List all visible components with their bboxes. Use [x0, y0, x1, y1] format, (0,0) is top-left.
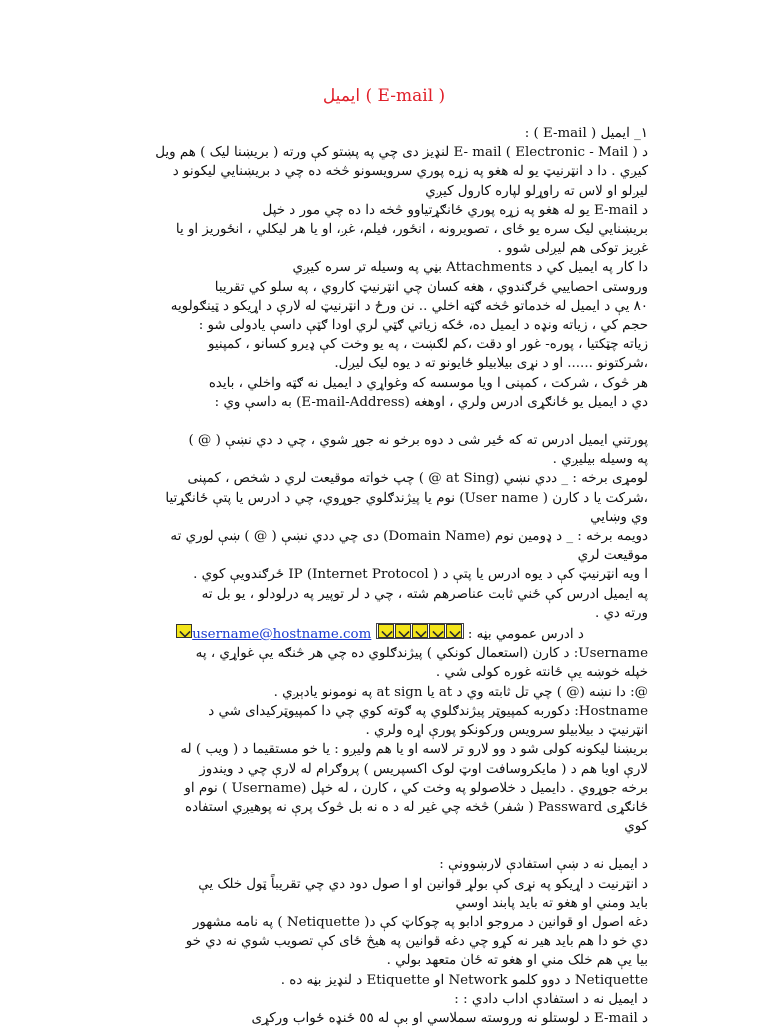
text-line: حجم كي ، زياته ونډه د ايميل ده، ځكه زياتي ګټي لري اودا ګټې داسې يادولی شو :	[198, 318, 648, 334]
text-line: ورته دي .	[594, 605, 648, 621]
text-line: دغه اصول او قوانين د مروجو ادابو په چوكاټ كې د( Netiquette ) په نامه مشهور	[192, 914, 648, 930]
text-line: دي د ايميل يو ځانګړی ادرس ولري ، اوهغه (E-mail-Address) به داسې وي :	[214, 394, 648, 410]
text-line: په ايميل ادرس كې ځني ثابت عناصرهم شته ، چي د لر توپير په درلودلو ، يو بل ته	[201, 586, 648, 602]
email-address-row	[112, 623, 648, 644]
text-line: بريښنايي ليک سره يو ځای ، تصويرونه ، انځور، فيلم، غږ، او يا هر ليكلي ، انځوريز او يا	[175, 222, 648, 238]
address-label: د ادرس عمومي بڼه :	[467, 627, 584, 643]
text-line: ،شركت يا د كارن ( User name) نوم يا پيژندګلوي جوړوي، چي د ادرس يا پتې ځانګړتيا	[165, 490, 648, 506]
arrow-icon	[395, 624, 411, 638]
text-line: د ايميل نه د ښې استفادې لارښوونې :	[439, 857, 648, 873]
arrow-icon	[176, 624, 192, 638]
text-line: Username: د كارن (استعمال كونكي ) پيژندګلوي ده چي هر څنګه يې غواړي ، په	[195, 646, 648, 662]
text-line: ٨٠ يې د ايميل له خدماتو څخه ګټه اخلي .. نن ورځ د انټرنيټ له لارې د اړيكو د ټينګولويه	[170, 298, 648, 314]
text-line: بريښنا ليكونه كولی شو د وو لارو تر لاسه او يا هم وليږو : يا خو مستقيما د ( ويب ) له	[180, 742, 648, 758]
text-line: د ايميل نه د استفادې اداب دادي : :	[454, 991, 648, 1007]
text-line: وي وښايي	[590, 509, 648, 525]
text-line: د E-mail يو له هغو په زړه پوري ځانګړتياوو څخه دا ده چي مور د خپل	[262, 202, 648, 218]
text-line: كوي	[624, 819, 648, 835]
text-line: بيا يې هم خلک مني او هغو ته ځان متعهد بولي .	[386, 953, 648, 969]
text-line: ،شركتونو ...... او د نړی بيلابيلو ځايونو ته د يوه ليک ليږل.	[334, 356, 648, 372]
icon-group	[376, 623, 464, 639]
text-line: غږيز توكى هم ليږلی شوو .	[497, 241, 648, 257]
email-example-group	[176, 627, 463, 642]
arrow-icon	[412, 624, 428, 638]
text-line: دويمه برخه : _ د ډومين نوم (Domain Name) دی چي ددي نښې ( @ ) ښې لوري ته	[170, 529, 648, 545]
text-line	[112, 412, 648, 431]
text-line	[112, 836, 648, 855]
text-line: دا كار په ايميل كي د Attachments بڼي په وسيله تر سره كيږي	[292, 260, 648, 276]
document-body	[112, 124, 648, 1028]
text-line: لومړی برخه : _ ددي نښي (at Sing @ ) چپ خواته موقيعت لري د شخص ، كمپنی	[187, 471, 648, 487]
text-line: دي خو دا هم بايد هير نه كړو چي دغه قوانين په هيڅ ځای كې تصويب شوي نه دي خو	[185, 934, 648, 950]
arrow-icon	[429, 624, 445, 638]
text-line: ا ويه انټرنيټ كې د يوه ادرس يا پتې د ( Internet Protocol) IP ځرګندويې كوي .	[193, 567, 648, 583]
text-line: @: دا نښه (@ ) چي تل ثابته وي د at يا at sign په نومونو يادېږي .	[273, 684, 648, 700]
text-line: ١_ ايميل ( E-mail ) :	[524, 126, 648, 141]
text-line: انټرنيټ د بيلابيلو سرويس وركونكو پورې اړه ولري .	[365, 723, 648, 739]
arrow-icon	[446, 624, 462, 638]
text-line: ليږلو او لاس ته راوړلو لپاره كارول كيږي	[425, 183, 648, 199]
text-line: د انټرنيت د اړيكو په نړی كې بولړ قوانين او ا صول دود دي چي تقريباً ټول خلک يې	[198, 876, 648, 892]
text-line: لارې اويا هم د ( مايكروسافت اوټ لوک اكسپريس ) پروګرام له لارې چي د ويندوز	[199, 761, 648, 777]
text-line: كيږي . دا د انټرنيټ يو له هغو په زړه پوري سرويسونو څخه ده چي د بريښنايي ليكونو د	[172, 164, 648, 180]
text-line: موقيعت لري	[577, 548, 648, 564]
text-line: Hostname: دكوربه كمپيوټر پيژندګلوي په ګوته كوي چي دا كمپيوټركيداى شي د	[208, 703, 648, 719]
text-line: برخه جوړوي . دايميل د خلاصولو په وخت كي ، كارن ، له خپل (Username ) نوم او	[184, 780, 648, 796]
text-line: د E- mail ( Electronic - Mail ) لنډيز دى چي په پښتو كې ورته ( بريښنا ليک ) هم ويل	[155, 145, 648, 161]
text-line: وروستی احصاييي ځرګندوي ، هغه كسان چي انټرنيټ كاروي ، په سلو كي تقريبا	[214, 279, 648, 295]
arrow-icon	[378, 624, 394, 638]
text-line: ځانګړی Passward ( شفر) څخه چي غير له د ه نه بل څوک پرې نه پوهيږي استفاده	[185, 799, 648, 815]
text-line: په وسيله بيليږي .	[552, 452, 648, 468]
text-line: زياته چټكتيا ، پوره- غور او دقت ،كم لګښت ، په يو وخت كې ډيرو كسانو ، كمپنيو	[207, 337, 648, 353]
text-line: پورتني ايميل ادرس ته كه ځير شی د دوه برخو نه جوړ شوي ، چي د دي نښې ( @ )	[188, 433, 648, 449]
text-line: خپله خوښه يې ځانته غوره كولی شي .	[435, 665, 648, 681]
text-line: د E-mail د لوستلو نه وروسته سملاسي او بې له ٥٥ ځنډه ځواب وركړی	[251, 1010, 648, 1026]
text-line: هر څوک ، شركت ، كمپنی ا ويا موسسه كه وغواړي د ايميل نه ګټه واخلي ، بايده	[208, 375, 648, 391]
text-line: بايد ومني او هغو ته بايد پابند اوسي	[455, 895, 648, 911]
text-line: Netiquette د دوو كلمو Network او Etiquette د لنډيز بڼه ده .	[280, 972, 648, 988]
page-title: ايميل ( E-mail )	[322, 86, 446, 106]
email-example-link[interactable]: username@hostname.com	[192, 627, 372, 643]
